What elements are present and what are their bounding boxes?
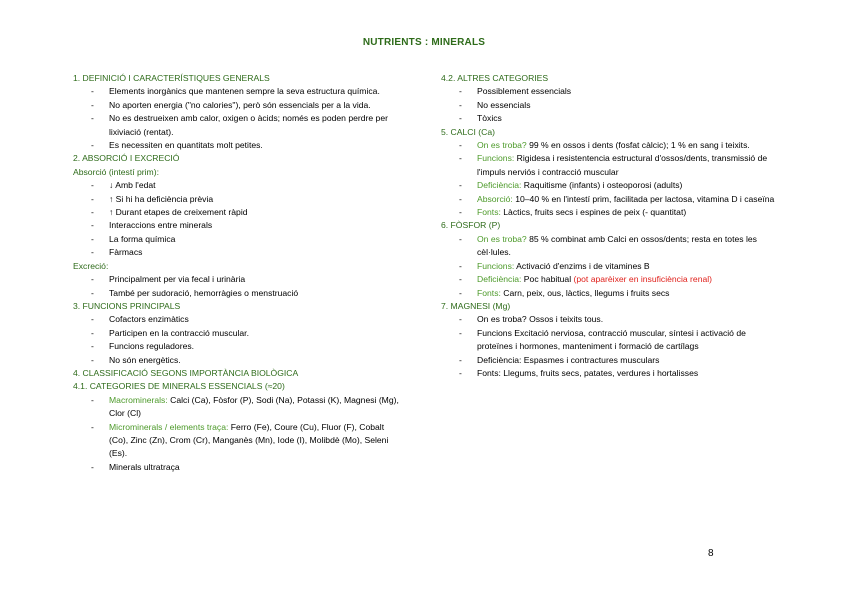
item-text: 85 % combinat amb Calci en ossos/dents; resta en totes les cèl·lules.	[477, 233, 757, 258]
list-item: - Deficiència: Espasmes i contractures musculars	[441, 354, 776, 367]
item-text: Calci (Ca), Fòsfor (P), Sodi (Na), Potassi (K), Magnesi (Mg), Clor (Cl)	[109, 394, 399, 419]
list-item	[441, 287, 776, 300]
item-text: Rigidesa i resistentencia estructural d'ossos/dents, transmissió de l'impuls nerviós i contracció muscular	[477, 153, 768, 177]
section-5-heading: 5. CALCI (Ca)	[441, 126, 495, 137]
item-text: Ferro (Fe), Coure (Cu), Fluor (F), Cobalt (Co), Zinc (Zn), Crom (Cr), Manganès (Mn), Iode (I), Molibdè (Mo), Seleni (Es).	[109, 421, 389, 459]
list-item	[441, 179, 776, 192]
item-text: Raquitisme (infants) i osteoporosi (adults)	[521, 180, 683, 191]
section-4-1-heading: 4.1. CATEGORIES DE MINERALS ESSENCIALS (≈20)	[73, 381, 285, 392]
list-item	[441, 139, 776, 152]
item-label: Fonts:	[477, 207, 501, 218]
item-label: Funcions:	[477, 153, 515, 164]
section-4-1-list	[73, 394, 403, 474]
section-5-list	[441, 139, 776, 219]
excrecio-list	[73, 273, 403, 300]
list-item: - Fonts: Llegums, fruits secs, patates, verdures i hortalisses	[441, 367, 776, 380]
item-text: Poc habitual	[521, 274, 574, 285]
section-4-heading: 4. CLASSIFICACIÓ SEGONS IMPORTÀNCIA BIOLÒGICA	[73, 367, 299, 378]
section-1-heading: 1. DEFINICIÓ I CARACTERÍSTIQUES GENERALS	[73, 73, 270, 83]
item-text: Carn, peix, ous, làctics, llegums i fruits secs	[500, 287, 670, 298]
list-item	[441, 193, 776, 206]
section-3-list	[73, 313, 403, 367]
list-item: - Elements inorgànics que mantenen sempre la seva estructura química.	[73, 85, 403, 98]
item-label: On es troba?	[477, 233, 527, 244]
right-column	[441, 72, 776, 380]
list-item	[441, 233, 776, 260]
absorcio-label: Absorció (intestí prim):	[73, 166, 159, 177]
list-item: - Principalment per via fecal i urinària	[73, 273, 403, 286]
section-6-list	[441, 233, 776, 300]
list-item: - No aporten energia ("no calories"), però són essencials per a la vida.	[73, 99, 403, 112]
list-item: - Participen en la contracció muscular.	[73, 327, 403, 340]
list-item: - Cofactors enzimàtics	[73, 313, 403, 326]
section-2-heading: 2. ABSORCIÓ I EXCRECIÓ	[73, 153, 180, 164]
list-item: - També per sudoració, hemorràgies o menstruació	[73, 287, 403, 300]
list-item: - Tòxics	[441, 112, 776, 125]
page-title: NUTRIENTS : MINERALS	[362, 37, 486, 48]
section-1-list	[73, 85, 403, 152]
section-7-list	[441, 313, 776, 380]
list-item: - ↑ Si hi ha deficiència prèvia	[73, 193, 403, 206]
list-item: - Interaccions entre minerals	[73, 219, 403, 232]
list-item: - No essencials	[441, 99, 776, 112]
list-item	[441, 206, 776, 219]
page-number: 8	[708, 548, 714, 559]
item-label: Funcions:	[477, 260, 515, 271]
list-item	[73, 461, 403, 474]
item-label: Absorció:	[477, 193, 513, 204]
item-label: Macrominerals:	[109, 394, 168, 405]
section-3-heading: 3. FUNCIONS PRINCIPALS	[73, 300, 181, 311]
item-text: 99 % en ossos i dents (fosfat càlcic); 1 % en sang i teixits.	[526, 140, 750, 151]
list-item: - ↑ Durant etapes de creixement ràpid	[73, 206, 403, 219]
item-text: 10–40 % en l'intestí prim, facilitada per lactosa, vitamina D i caseïna	[512, 193, 775, 204]
list-item: - Funcions reguladores.	[73, 340, 403, 353]
section-4-2-heading: 4.2. ALTRES CATEGORIES	[441, 73, 549, 83]
item-note-red: (pot aparèixer en insuficiència renal)	[573, 274, 713, 285]
item-label: On es troba?	[477, 140, 527, 151]
list-item: - La forma química	[73, 233, 403, 246]
item-label: Deficiència:	[477, 274, 522, 285]
list-item	[73, 421, 403, 461]
section-6-heading: 6. FÒSFOR (P)	[441, 220, 501, 231]
item-label: Deficiència:	[477, 180, 522, 191]
item-text: Làctics, fruits secs i espines de peix (- quantitat)	[500, 207, 687, 218]
list-item: - ↓ Amb l'edat	[73, 179, 403, 192]
section-7-heading: 7. MAGNESI (Mg)	[441, 300, 511, 311]
item-text: Activació d'enzims i de vitamines B	[514, 260, 650, 271]
item-label: Fonts:	[477, 287, 501, 298]
left-column	[73, 72, 403, 474]
absorcio-list	[73, 179, 403, 259]
section-4-2-list	[441, 85, 776, 125]
item-label: Microminerals / elements traça:	[109, 421, 229, 432]
list-item: - On es troba? Ossos i teixits tous.	[441, 313, 776, 326]
list-item	[441, 273, 776, 286]
item-text: Minerals ultratraça	[109, 461, 180, 472]
list-item: - Es necessiten en quantitats molt petites.	[73, 139, 403, 152]
list-item	[441, 260, 776, 273]
list-item: - Possiblement essencials	[441, 85, 776, 98]
list-item: - No són energètics.	[73, 354, 403, 367]
list-item: - Funcions Excitació nerviosa, contracció muscular, síntesi i activació de proteïnes i hormones, manteniment i formació de cartílags	[441, 327, 776, 354]
list-item	[441, 152, 776, 179]
excrecio-label: Excreció:	[73, 260, 109, 271]
list-item: - No es destrueixen amb calor, oxigen o àcids; només es poden perdre per lixiviació (rentat).	[73, 112, 403, 139]
list-item: - Fàrmacs	[73, 246, 403, 259]
list-item	[73, 394, 403, 421]
